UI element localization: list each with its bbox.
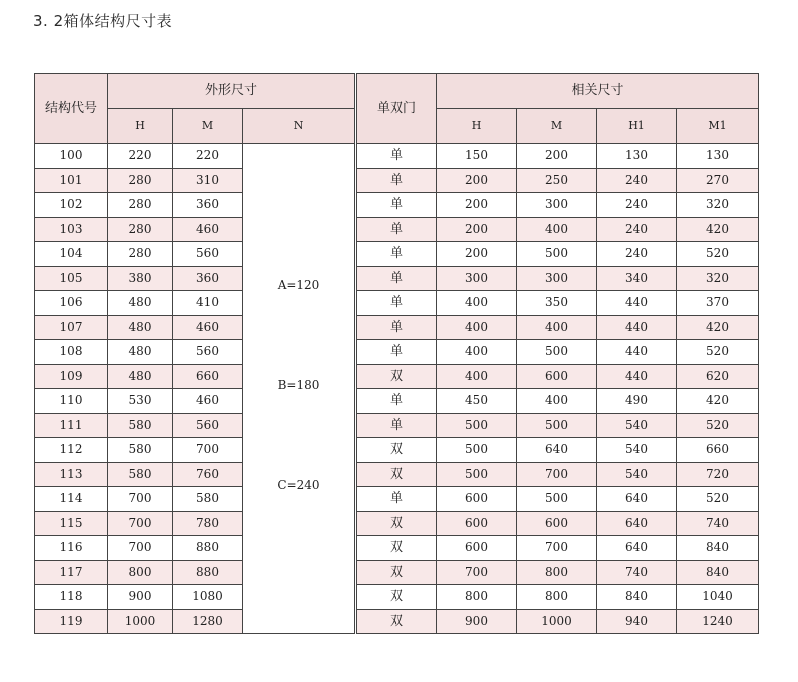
table-row [35, 340, 759, 365]
cell-m1: 1240 [677, 609, 759, 634]
table-row [35, 609, 759, 634]
cell-m1: 520 [677, 413, 759, 438]
cell-m1: 420 [677, 389, 759, 414]
cell-h1: 440 [597, 291, 677, 316]
cell-door: 双 [357, 462, 437, 487]
cell-h: 530 [108, 389, 173, 414]
cell-door: 双 [357, 609, 437, 634]
table-row [35, 168, 759, 193]
cell-h: 380 [108, 266, 173, 291]
cell-code: 107 [35, 315, 108, 340]
cell-h: 900 [108, 585, 173, 610]
cell-m1: 320 [677, 193, 759, 218]
cell-h: 700 [108, 487, 173, 512]
cell-m: 880 [173, 560, 243, 585]
cell-door: 单 [357, 487, 437, 512]
cell-m1: 520 [677, 242, 759, 267]
header-door-type: 单双门 [357, 74, 437, 144]
cell-door: 单 [357, 266, 437, 291]
cell-m: 560 [173, 413, 243, 438]
cell-h1: 240 [597, 217, 677, 242]
cell-door: 单 [357, 168, 437, 193]
header-outer-n: N [243, 109, 355, 144]
cell-rm: 250 [517, 168, 597, 193]
header-related-h: H [437, 109, 517, 144]
cell-m1: 720 [677, 462, 759, 487]
header-outer-m: M [173, 109, 243, 144]
cell-rh: 450 [437, 389, 517, 414]
cell-m: 880 [173, 536, 243, 561]
cell-m1: 270 [677, 168, 759, 193]
cell-h1: 130 [597, 144, 677, 169]
cell-h1: 340 [597, 266, 677, 291]
cell-code: 103 [35, 217, 108, 242]
header-code: 结构代号 [35, 74, 108, 144]
cell-m1: 320 [677, 266, 759, 291]
table-row [35, 291, 759, 316]
cell-code: 105 [35, 266, 108, 291]
cell-m: 360 [173, 266, 243, 291]
cell-h: 280 [108, 242, 173, 267]
cell-door: 单 [357, 389, 437, 414]
table-container [34, 73, 759, 634]
cell-h: 700 [108, 536, 173, 561]
cell-m: 760 [173, 462, 243, 487]
table-row [35, 487, 759, 512]
cell-m: 700 [173, 438, 243, 463]
cell-h1: 940 [597, 609, 677, 634]
cell-h: 580 [108, 462, 173, 487]
cell-rm: 300 [517, 266, 597, 291]
cell-code: 111 [35, 413, 108, 438]
cell-rh: 700 [437, 560, 517, 585]
cell-m1: 420 [677, 315, 759, 340]
cell-h1: 440 [597, 340, 677, 365]
header-related-m: M [517, 109, 597, 144]
n-values-cell [243, 144, 355, 634]
cell-m1: 1040 [677, 585, 759, 610]
cell-h1: 640 [597, 487, 677, 512]
table-row [35, 438, 759, 463]
cell-h: 480 [108, 291, 173, 316]
cell-code: 106 [35, 291, 108, 316]
cell-code: 101 [35, 168, 108, 193]
cell-h: 800 [108, 560, 173, 585]
cell-rh: 600 [437, 536, 517, 561]
cell-h1: 240 [597, 168, 677, 193]
table-row [35, 413, 759, 438]
n-value-label: C=240 [277, 478, 320, 492]
cell-h: 280 [108, 168, 173, 193]
cell-rh: 600 [437, 511, 517, 536]
cell-h1: 490 [597, 389, 677, 414]
cell-h: 700 [108, 511, 173, 536]
cell-h1: 240 [597, 242, 677, 267]
cell-rh: 800 [437, 585, 517, 610]
cell-rh: 600 [437, 487, 517, 512]
cell-rh: 300 [437, 266, 517, 291]
cell-m1: 130 [677, 144, 759, 169]
cell-rm: 500 [517, 487, 597, 512]
cell-rh: 500 [437, 462, 517, 487]
cell-code: 102 [35, 193, 108, 218]
cell-rm: 500 [517, 242, 597, 267]
cell-h: 280 [108, 217, 173, 242]
cell-h1: 640 [597, 511, 677, 536]
cell-rm: 500 [517, 340, 597, 365]
cell-m1: 370 [677, 291, 759, 316]
cell-rm: 600 [517, 364, 597, 389]
cell-m1: 520 [677, 340, 759, 365]
cell-h1: 540 [597, 462, 677, 487]
cell-h: 480 [108, 340, 173, 365]
cell-code: 110 [35, 389, 108, 414]
cell-door: 双 [357, 560, 437, 585]
cell-rm: 400 [517, 315, 597, 340]
cell-h: 1000 [108, 609, 173, 634]
cell-code: 108 [35, 340, 108, 365]
cell-door: 双 [357, 364, 437, 389]
cell-rh: 400 [437, 291, 517, 316]
cell-rm: 640 [517, 438, 597, 463]
table-row [35, 585, 759, 610]
cell-door: 单 [357, 315, 437, 340]
cell-m: 1080 [173, 585, 243, 610]
cell-rm: 800 [517, 560, 597, 585]
cell-code: 117 [35, 560, 108, 585]
table-row [35, 193, 759, 218]
cell-code: 104 [35, 242, 108, 267]
cell-m: 1280 [173, 609, 243, 634]
cell-rm: 700 [517, 536, 597, 561]
header-outer-dimensions: 外形尺寸 [108, 74, 355, 109]
table-row [35, 560, 759, 585]
cell-h: 580 [108, 438, 173, 463]
cell-door: 单 [357, 242, 437, 267]
table-row [35, 315, 759, 340]
cell-m1: 420 [677, 217, 759, 242]
cell-m1: 840 [677, 560, 759, 585]
cell-m: 560 [173, 340, 243, 365]
table-row [35, 266, 759, 291]
cell-m1: 520 [677, 487, 759, 512]
header-outer-h: H [108, 109, 173, 144]
cell-rh: 200 [437, 217, 517, 242]
cell-door: 单 [357, 291, 437, 316]
cell-m: 460 [173, 315, 243, 340]
cell-rm: 800 [517, 585, 597, 610]
cell-m: 460 [173, 217, 243, 242]
cell-code: 116 [35, 536, 108, 561]
cell-door: 单 [357, 193, 437, 218]
cell-m1: 740 [677, 511, 759, 536]
cell-m: 780 [173, 511, 243, 536]
table-row [35, 462, 759, 487]
cell-h1: 440 [597, 315, 677, 340]
cell-m: 360 [173, 193, 243, 218]
cell-rh: 200 [437, 193, 517, 218]
cell-rm: 300 [517, 193, 597, 218]
cell-rh: 150 [437, 144, 517, 169]
header-related-h1: H1 [597, 109, 677, 144]
cell-h1: 240 [597, 193, 677, 218]
cell-h: 280 [108, 193, 173, 218]
cell-code: 114 [35, 487, 108, 512]
cell-h1: 740 [597, 560, 677, 585]
header-related-dimensions: 相关尺寸 [437, 74, 759, 109]
cell-rm: 350 [517, 291, 597, 316]
cell-rh: 200 [437, 168, 517, 193]
table-body [35, 144, 759, 634]
cell-rm: 400 [517, 217, 597, 242]
n-value-label: B=180 [277, 378, 320, 392]
cell-rm: 500 [517, 413, 597, 438]
cell-code: 113 [35, 462, 108, 487]
cell-h: 220 [108, 144, 173, 169]
cell-code: 112 [35, 438, 108, 463]
cell-h1: 540 [597, 413, 677, 438]
cell-door: 单 [357, 413, 437, 438]
cabinet-dimension-table [34, 73, 759, 634]
table-row [35, 364, 759, 389]
cell-rh: 400 [437, 340, 517, 365]
cell-h1: 440 [597, 364, 677, 389]
table-row [35, 389, 759, 414]
cell-rh: 500 [437, 413, 517, 438]
cell-m: 310 [173, 168, 243, 193]
cell-h1: 840 [597, 585, 677, 610]
cell-m: 580 [173, 487, 243, 512]
cell-rh: 500 [437, 438, 517, 463]
cell-m: 460 [173, 389, 243, 414]
table-row [35, 511, 759, 536]
cell-m: 220 [173, 144, 243, 169]
cell-rm: 700 [517, 462, 597, 487]
cell-door: 双 [357, 585, 437, 610]
n-value-label: A=120 [277, 278, 320, 292]
table-row [35, 242, 759, 267]
cell-code: 118 [35, 585, 108, 610]
table-row [35, 144, 759, 169]
cell-rm: 200 [517, 144, 597, 169]
cell-m: 560 [173, 242, 243, 267]
cell-rh: 400 [437, 364, 517, 389]
cell-h1: 640 [597, 536, 677, 561]
cell-door: 双 [357, 438, 437, 463]
header-related-m1: M1 [677, 109, 759, 144]
cell-code: 100 [35, 144, 108, 169]
cell-h: 480 [108, 315, 173, 340]
cell-h: 480 [108, 364, 173, 389]
cell-rh: 400 [437, 315, 517, 340]
cell-m: 660 [173, 364, 243, 389]
cell-h1: 540 [597, 438, 677, 463]
cell-door: 双 [357, 511, 437, 536]
cell-m1: 840 [677, 536, 759, 561]
cell-m: 410 [173, 291, 243, 316]
cell-door: 双 [357, 536, 437, 561]
cell-rm: 600 [517, 511, 597, 536]
cell-rh: 200 [437, 242, 517, 267]
cell-rm: 400 [517, 389, 597, 414]
cell-h: 580 [108, 413, 173, 438]
cell-code: 115 [35, 511, 108, 536]
table-row [35, 536, 759, 561]
cell-door: 单 [357, 217, 437, 242]
cell-rh: 900 [437, 609, 517, 634]
cell-door: 单 [357, 144, 437, 169]
table-row [35, 217, 759, 242]
cell-code: 119 [35, 609, 108, 634]
cell-m1: 660 [677, 438, 759, 463]
page-title: 3. 2箱体结构尺寸表 [33, 12, 173, 30]
cell-door: 单 [357, 340, 437, 365]
cell-m1: 620 [677, 364, 759, 389]
cell-rm: 1000 [517, 609, 597, 634]
cell-code: 109 [35, 364, 108, 389]
